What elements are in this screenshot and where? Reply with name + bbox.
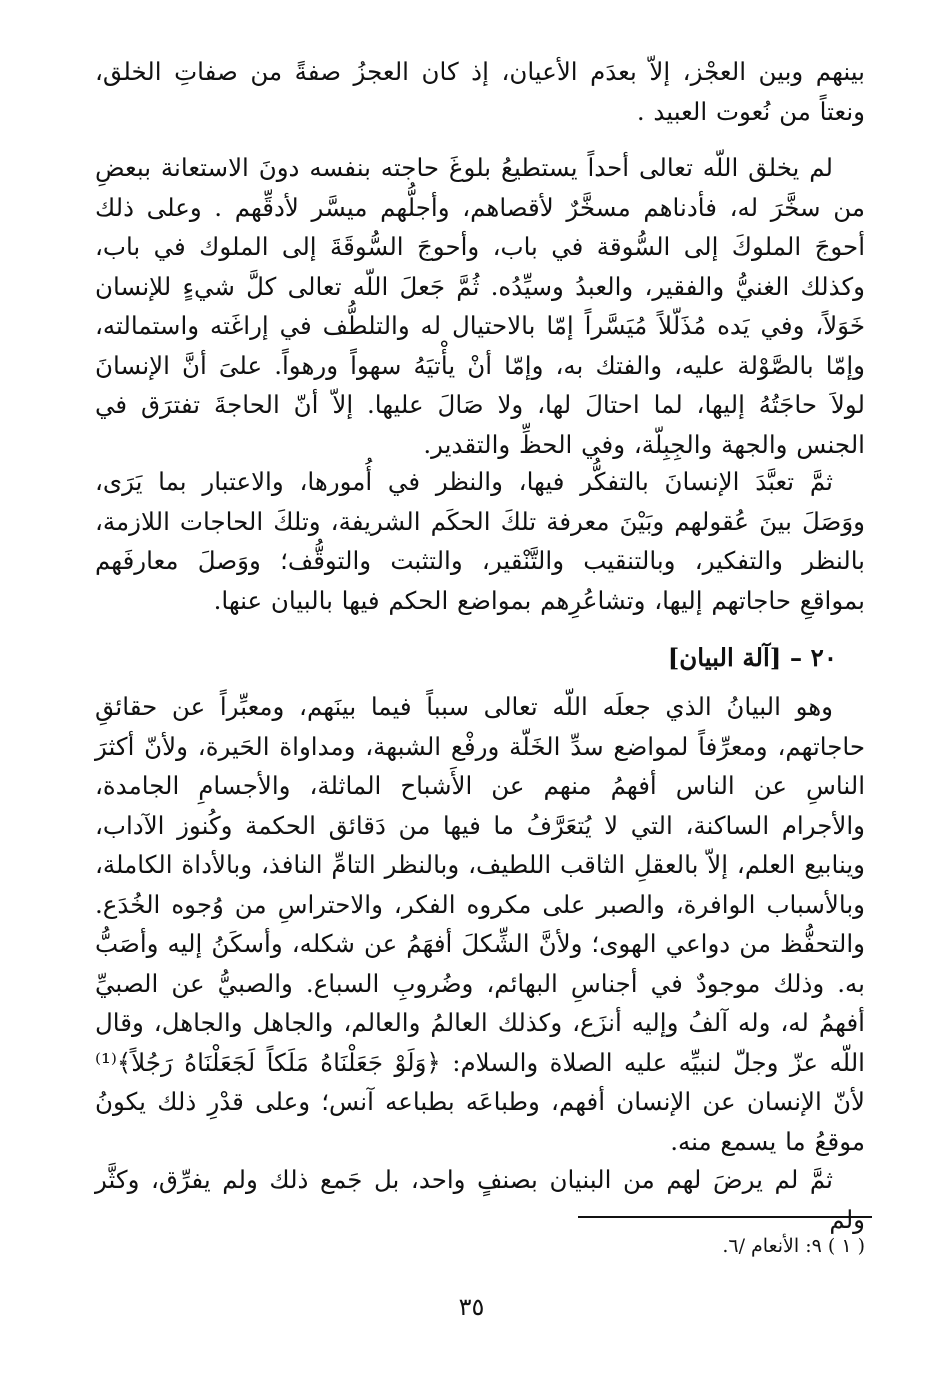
footnote: ( ١ ) ٩: الأنعام /٦. [722, 1235, 865, 1257]
paragraph-reflection [95, 462, 865, 620]
paragraph-text: ثمَّ تعبَّدَ الإنسانَ بالتفكُّر فيها، والنظر في أُمورها، والاعتبار بما يَرَى، ووَصَلَ بينَ عُقولهم وبَيْنَ معرفة تلكَ الحكَم الشريفة، وتلكَ الحاجات اللازمة، بالنظر والتفكير، وبالتنقيب والتَّنْقير، والتثبت والتوقُّف؛ ووَصلَ معارفَهم بمواقعِ حاجاتهم إليها، وتشاعُرِهم بمواضع الحكم فيها بالبيان عنها. [95, 467, 865, 615]
paragraph-text: لم يخلق اللّه تعالى أحداً يستطيعُ بلوغَ حاجته بنفسه دونَ الاستعانة ببعضِ من سخَّرَ له، فأدناهم مسخَّرٌ لأقصاهم، وأجلُّهم ميسَّر لأدقِّهم . وعلى ذلك أحوجَ الملوكَ إلى السُّوقة في باب، وأحوجَ السُّوقَةَ إلى الملوك في باب، وكذلك الغنيُّ والفقير، والعبدُ وسيِّدُه. ثُمَّ جَعلَ اللّه تعالى كلَّ شيءٍ للإنسان خَوَلاً، وفي يَده مُذَلّلاً مُيَسَّراً إمّا بالاحتيال له والتلطُّف في إراغَته واستمالته، وإمّا بالصَّوْلة عليه، والفتك به، وإمّا أنْ يأْتيَهُ سهواً ورهواً. علىَ أنَّ الإنسانَ لولاَ حاجَتُهُ إليها، لما احتالَ لها، ولا صَالَ عليها. إلاّ أنّ الحاجةَ تفترَق في الجنس والجهة والجِبِلّة، وفي الحظِّ والتقدير. [95, 153, 865, 459]
page-number: ٣٥ [458, 1293, 485, 1321]
paragraph-text: ثمَّ لم يرضَ لهم من البنيان بصنفٍ واحد، بل جَمع ذلك ولم يفرِّق، وكثَّر ولم [95, 1165, 865, 1234]
paragraph-text: وهو البيانُ الذي جعلَه اللّه تعالى سبباً فيما بينَهم، ومعبِّراً عن حقائقِ حاجاتهم، ومعرِّفاً لمواضع سدِّ الخَلّة ورفْع الشبهة، ومداواة الحَيرة، ولأنّ أكثرَ الناسِ عن الناس أفهمُ منهم عن الأَشباح الماثلة، والأجسامِ الجامدة، والأجرام الساكنة، التي لا يُتعَرَّفُ ما فيها من دَقائق الحكمة وكُنوز الآداب، وينابيع العلم، إلاّ بالعقلِ الثاقب اللطيف، وبالنظر التامِّ النافذ، وبالأداة الكاملة، وبالأسباب الوافرة، والصبر على مكروه الفكر، والاحتراسِ من وُجوه الخُدَع. والتحفُّظ من دواعي الهوى؛ ولأنَّ الشِّكلَ أفهَمُ عن شكله، وأسكَنُ إليه وأصَبُّ به. وذلك موجودٌ في أجناسِ البهائم، وضُروبِ السباع. والصبيُّ عن الصبيِّ أفهمُ له، وله آلفُ وإليه أنزَع، وكذلك العالمُ والعالم، والجاهل والجاهل، وقال اللّه عزّ وجلّ لنبيِّه عليه الصلاة والسلام: ﴿وَلَوْ جَعَلْنَاهُ مَلَكاً لَجَعَلْنَاهُ رَجُلاً﴾⁽¹⁾ لأنّ الإنسان عن الإنسان أفهم، وطباعَه بطباعه آنس؛ وعلى قدْرِ ذلك يكونُ موقعُ ما يسمع منه. [95, 692, 865, 1156]
paragraph-needs [95, 148, 865, 464]
footnote-divider [578, 1216, 872, 1218]
section-heading: ٢٠ – [آلة البيان] [667, 643, 837, 672]
paragraph-final [95, 1160, 865, 1239]
paragraph-continuation [95, 52, 865, 131]
paragraph-bayan [95, 687, 865, 1161]
paragraph-text: بينهم وبين العجْز، إلاّ بعدَم الأعيان، إذ كان العجزُ صفةً من صفاتِ الخلق، ونعتاً من نُعوت العبيد . [95, 57, 865, 126]
